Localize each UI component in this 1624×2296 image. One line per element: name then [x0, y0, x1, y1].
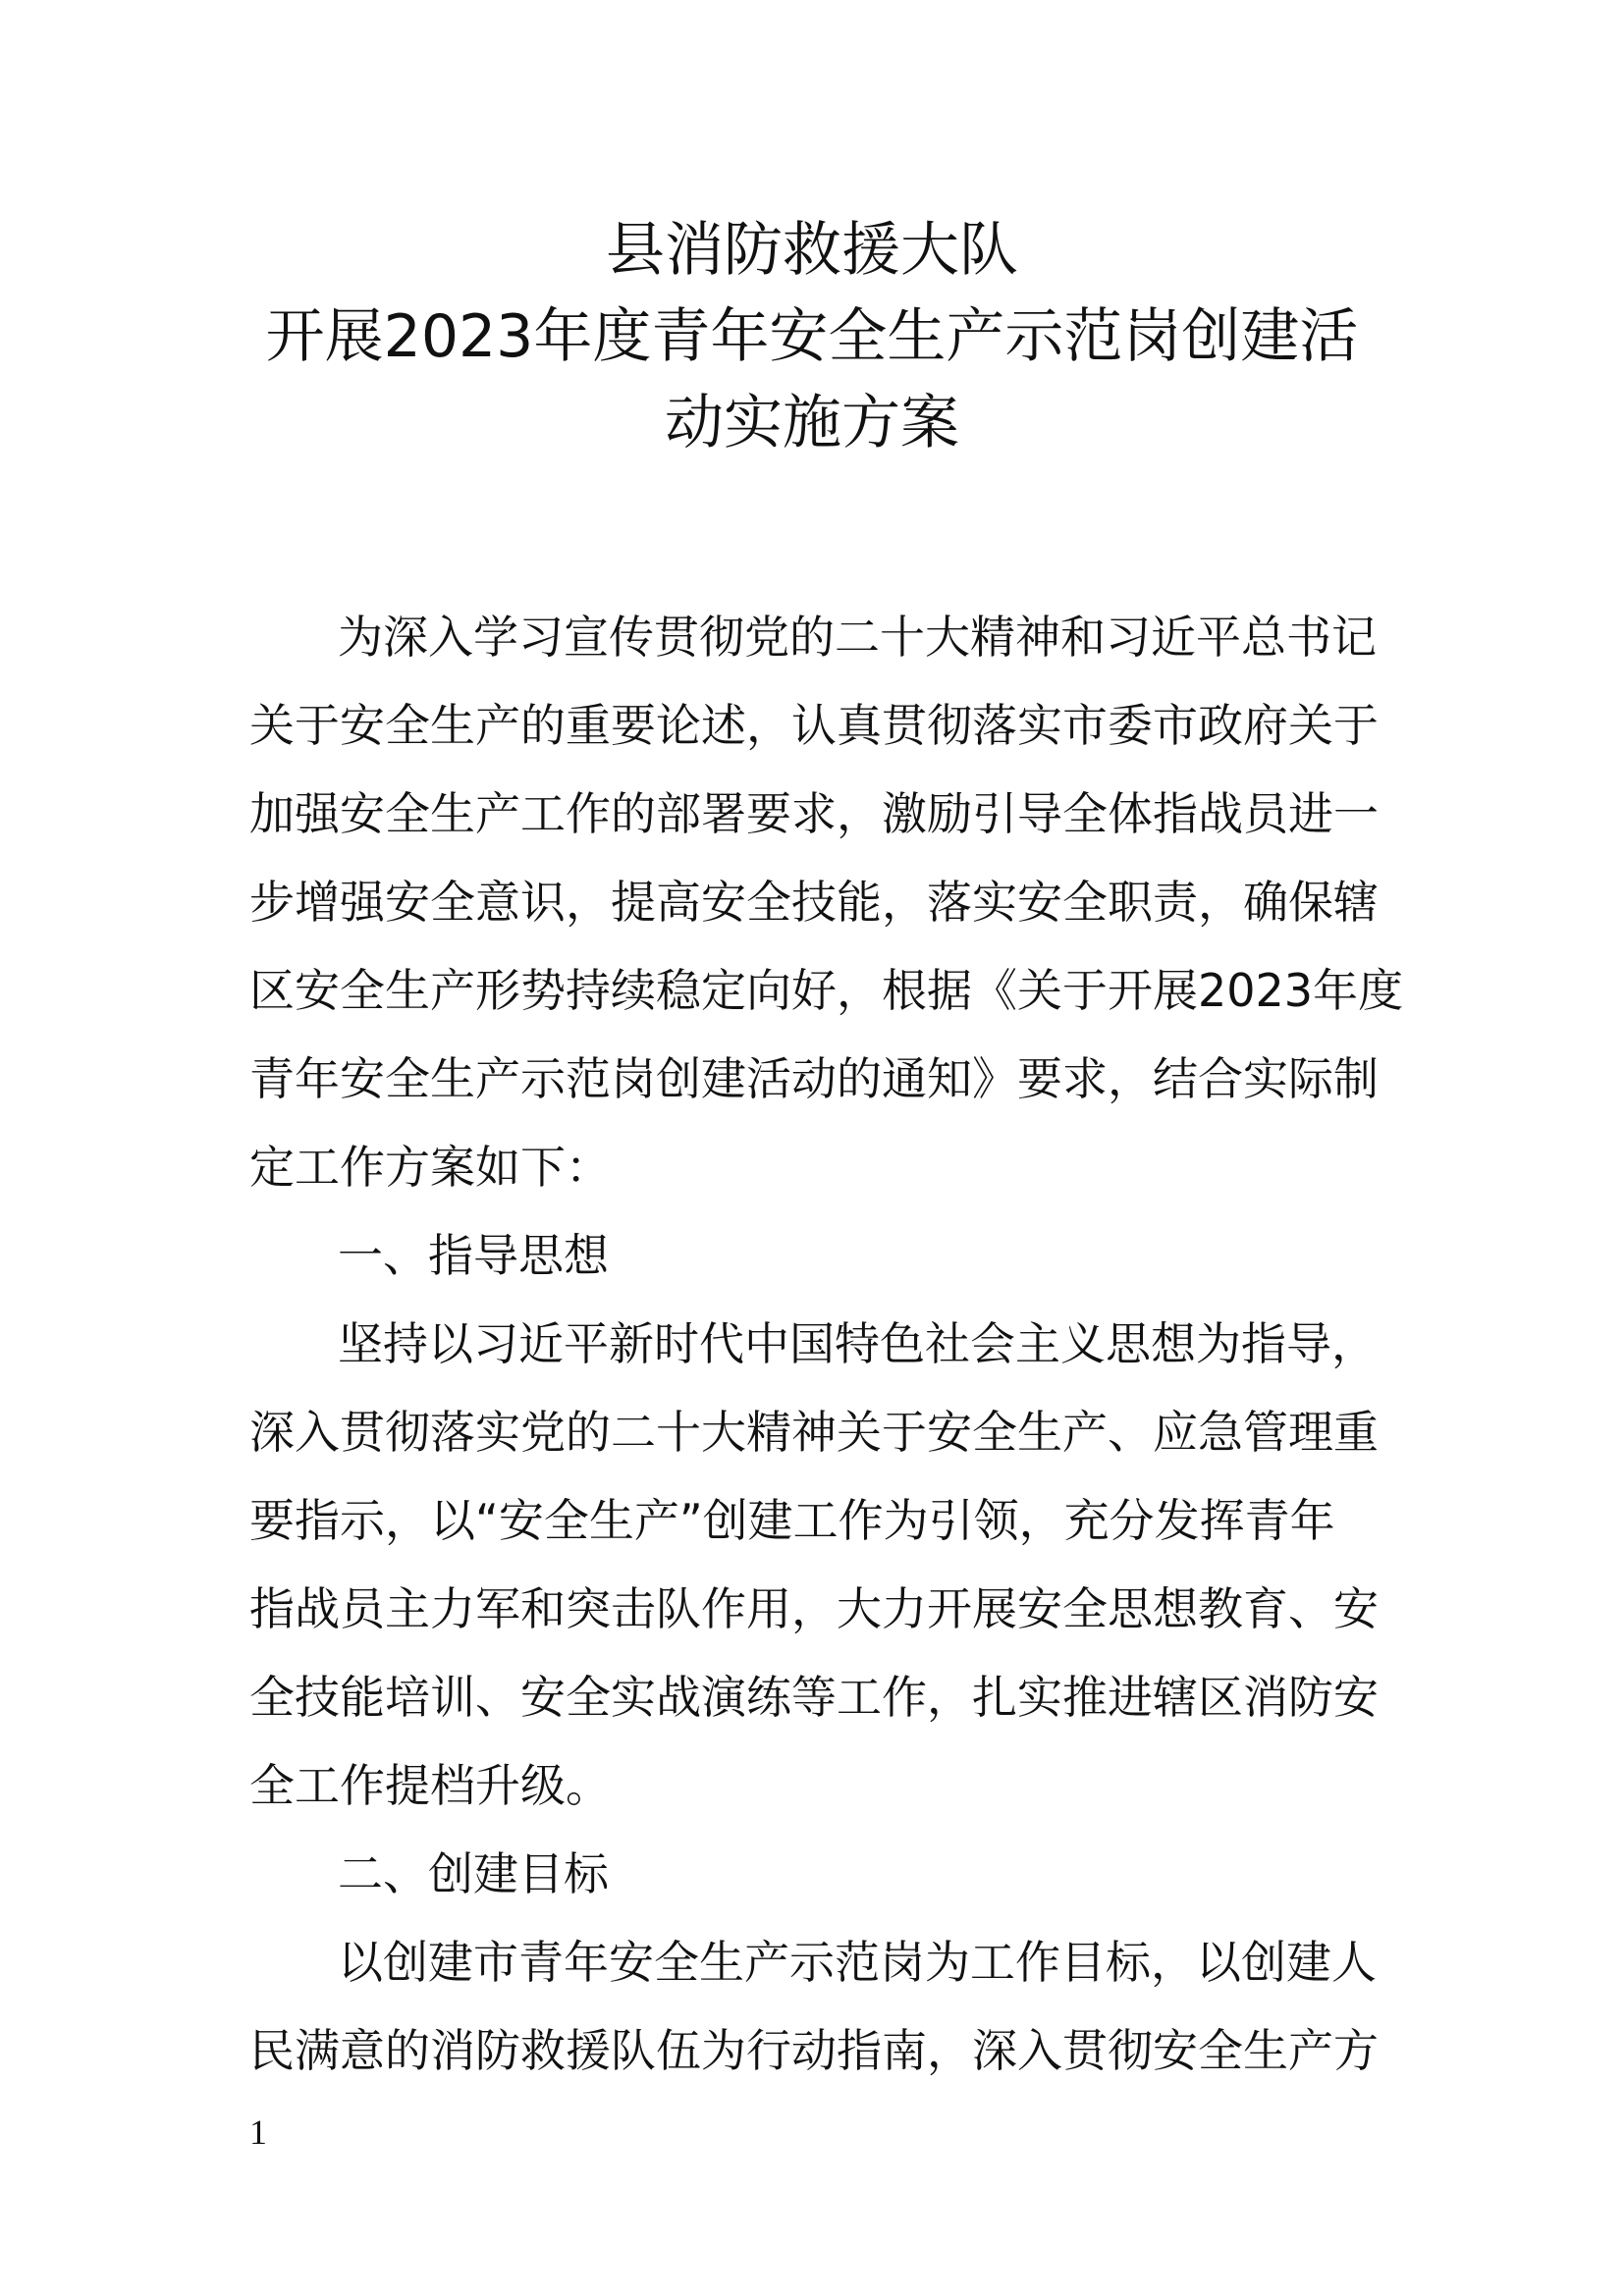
body-paragraph-ideology-line: 深入贯彻落实党的二十大精神关于安全生产、应急管理重 — [249, 1406, 1379, 1459]
body-paragraph-ideology-line: 坚持以习近平新时代中国特色社会主义思想为指导， — [338, 1317, 1377, 1370]
body-paragraph-intro-line: 区安全生产形势持续稳定向好，根据《关于开展2023年度 — [249, 964, 1404, 1017]
body-paragraph-ideology-line: 全工作提档升级。 — [249, 1759, 611, 1812]
body-paragraph-ideology-line: 全技能培训、安全实战演练等工作，扎实推进辖区消防安 — [249, 1671, 1379, 1724]
body-paragraph-intro-line: 关于安全生产的重要论述，认真贯彻落实市委市政府关于 — [249, 699, 1379, 752]
body-paragraph-goals-line: 民满意的消防救援队伍为行动指南，深入贯彻安全生产方 — [249, 2024, 1379, 2077]
body-paragraph-intro-line: 步增强安全意识，提高安全技能，落实安全职责，确保辖 — [249, 876, 1379, 929]
document-body — [249, 611, 1404, 2116]
title-line-1: 县消防救援大队 — [606, 216, 1018, 285]
document-title — [0, 218, 1624, 455]
title-line-3: 动实施方案 — [665, 389, 959, 457]
section-heading-guiding-ideology: 一、指导思想 — [338, 1229, 609, 1282]
body-paragraph-intro-line: 青年安全生产示范岗创建活动的通知》要求，结合实际制 — [249, 1052, 1379, 1105]
body-paragraph-ideology-line: 指战员主力军和突击队作用，大力开展安全思想教育、安 — [249, 1582, 1379, 1635]
body-paragraph-intro-line: 定工作方案如下： — [249, 1141, 611, 1194]
body-paragraph-intro-line: 为深入学习宣传贯彻党的二十大精神和习近平总书记 — [338, 611, 1377, 664]
body-paragraph-ideology-line: 要指示，以“安全生产”创建工作为引领，充分发挥青年 — [249, 1494, 1335, 1547]
body-paragraph-intro-line: 加强安全生产工作的部署要求，激励引导全体指战员进一 — [249, 787, 1379, 840]
body-paragraph-goals-line: 以创建市青年安全生产示范岗为工作目标，以创建人 — [338, 1936, 1377, 1989]
page-number: 1 — [249, 2112, 267, 2152]
title-line-2: 开展2023年度青年安全生产示范岗创建活 — [265, 302, 1359, 371]
section-heading-goals: 二、创建目标 — [338, 1847, 609, 1900]
